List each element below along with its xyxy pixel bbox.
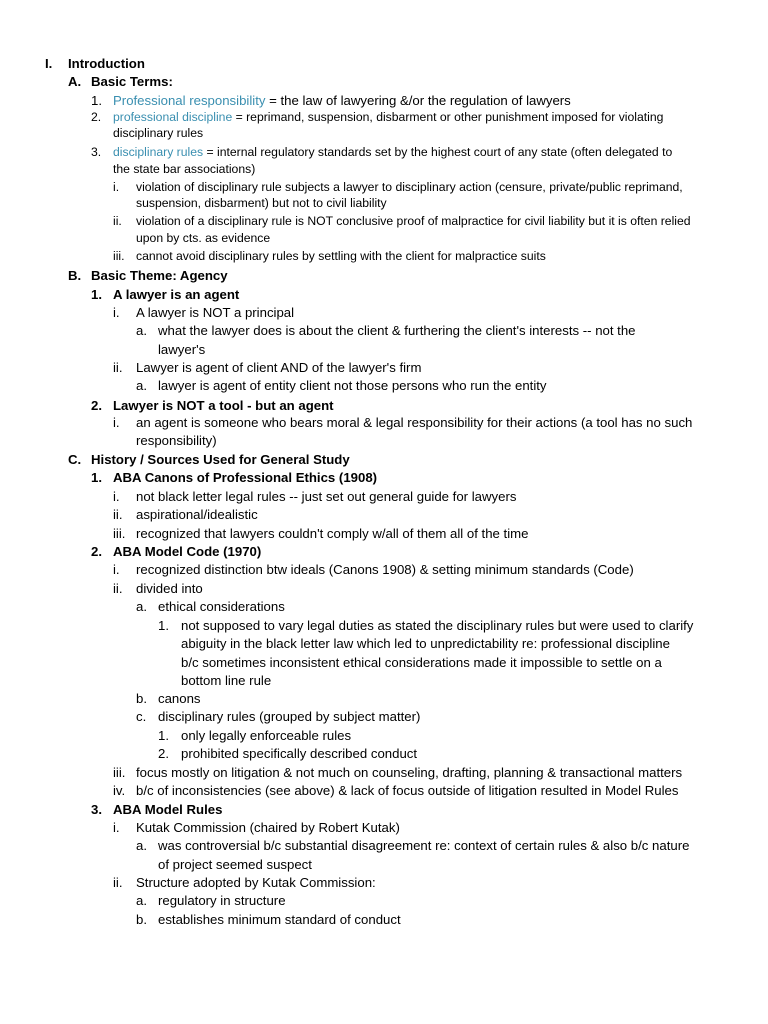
outline-body: b/c sometimes inconsistent ethical considerations made it impossible to settle on a	[181, 655, 662, 670]
outline-body: what the lawyer does is about the client & furthering the client's interests -- not the	[158, 323, 636, 338]
definition-text	[113, 110, 663, 125]
outline-marker: iv.	[113, 783, 126, 798]
outline-body: = internal regulatory standards set by the highest court of any state (often delegated to	[203, 145, 673, 159]
outline-marker: 2.	[91, 544, 102, 559]
outline-marker: ii.	[113, 507, 123, 522]
outline-text	[113, 126, 203, 141]
outline-marker: ii.	[113, 581, 123, 596]
outline-marker: b.	[136, 912, 147, 927]
outline-text	[158, 598, 285, 615]
outline-text	[136, 414, 692, 431]
outline-body: Structure adopted by Kutak Commission:	[136, 875, 376, 890]
outline-marker: 3.	[91, 145, 102, 159]
outline-marker: 1.	[91, 470, 102, 485]
outline-marker: 1.	[91, 93, 102, 108]
outline-text	[113, 469, 377, 486]
outline-text	[136, 525, 528, 542]
outline-text	[136, 231, 270, 246]
outline-text	[181, 635, 670, 652]
outline-body: aspirational/idealistic	[136, 507, 258, 522]
outline-body: violation of disciplinary rule subjects a lawyer to disciplinary action (censure, private/public reprimand,	[136, 180, 683, 194]
outline-marker: i.	[113, 820, 120, 835]
outline-body: cannot avoid disciplinary rules by settling with the client for malpractice suits	[136, 249, 546, 263]
outline-body: suspension, disbarment) but not to civil liability	[136, 196, 387, 210]
outline-marker: iii.	[113, 765, 126, 780]
outline-text	[158, 377, 547, 394]
outline-text	[136, 249, 546, 264]
outline-body: Basic Terms:	[91, 74, 173, 89]
outline-body: was controversial b/c substantial disagreement re: context of certain rules & also b/c nature	[158, 838, 690, 853]
outline-marker: 2.	[91, 110, 102, 124]
outline-body: lawyer is agent of entity client not those persons who run the entity	[158, 378, 547, 393]
outline-text	[113, 801, 222, 818]
outline-text	[181, 727, 351, 744]
outline-body: Kutak Commission (chaired by Robert Kutak)	[136, 820, 400, 835]
outline-body: recognized that lawyers couldn't comply w/all of them all of the time	[136, 526, 529, 541]
outline-body: recognized distinction btw ideals (Canons 1908) & setting minimum standards (Code)	[136, 562, 634, 577]
outline-text	[113, 286, 239, 303]
outline-body: not supposed to vary legal duties as stated the disciplinary rules but were used to clarify	[181, 618, 694, 633]
outline-text	[181, 617, 693, 634]
outline-body: establishes minimum standard of conduct	[158, 912, 401, 927]
outline-marker: a.	[136, 378, 147, 393]
outline-marker: iii.	[113, 526, 126, 541]
outline-body: responsibility)	[136, 433, 217, 448]
outline-text	[136, 432, 217, 449]
outline-body: the state bar associations)	[113, 162, 256, 176]
outline-text	[181, 745, 417, 762]
outline-body: b/c of inconsistencies (see above) & lack of focus outside of litigation resulted in Model Rules	[136, 783, 679, 798]
outline-marker: a.	[136, 599, 147, 614]
outline-body: A lawyer is an agent	[113, 287, 240, 302]
outline-text	[158, 856, 312, 873]
outline-text	[181, 654, 662, 671]
outline-marker: 1.	[158, 728, 169, 743]
outline-text	[136, 819, 400, 836]
outline-text	[136, 874, 376, 891]
outline-text	[158, 837, 689, 854]
outline-text	[136, 196, 387, 211]
outline-marker: a.	[136, 893, 147, 908]
outline-text	[158, 708, 420, 725]
outline-marker: i.	[113, 415, 120, 430]
outline-body: canons	[158, 691, 201, 706]
outline-body: Lawyer is agent of client AND of the lawyer's firm	[136, 360, 422, 375]
definition-text	[113, 92, 571, 109]
outline-text	[158, 690, 201, 707]
outline-body: = the law of lawyering &/or the regulation of lawyers	[265, 93, 571, 108]
outline-marker: i.	[113, 180, 120, 194]
definition-text	[113, 145, 672, 160]
outline-body: bottom line rule	[181, 673, 272, 688]
outline-text	[158, 322, 636, 339]
outline-body: focus mostly on litigation & not much on counseling, drafting, planning & transactional matters	[136, 765, 683, 780]
outline-marker: c.	[136, 709, 147, 724]
outline-body: ABA Canons of Professional Ethics (1908)	[113, 470, 378, 485]
outline-text	[91, 267, 228, 284]
outline-body: violation of a disciplinary rule is NOT conclusive proof of malpractice for civil liability but it is often relied	[136, 214, 691, 228]
outline-text	[136, 580, 203, 597]
outline-text	[136, 488, 516, 505]
outline-marker: I.	[45, 56, 53, 71]
outline-marker: a.	[136, 323, 147, 338]
outline-text	[68, 55, 145, 72]
key-term: Professional responsibility	[113, 93, 266, 108]
key-term: disciplinary rules	[113, 145, 204, 159]
outline-text	[136, 359, 421, 376]
outline-body: ABA Model Rules	[113, 802, 223, 817]
outline-text	[136, 506, 258, 523]
outline-text	[113, 543, 261, 560]
outline-text	[136, 764, 682, 781]
outline-marker: i.	[113, 489, 120, 504]
outline-body: regulatory in structure	[158, 893, 286, 908]
outline-marker: a.	[136, 838, 147, 853]
outline-text	[136, 304, 294, 321]
outline-body: Introduction	[68, 56, 145, 71]
outline-marker: iii.	[113, 249, 125, 263]
outline-body: Lawyer is NOT a tool - but an agent	[113, 398, 334, 413]
outline-text	[158, 341, 205, 358]
outline-text	[113, 162, 255, 177]
outline-text	[136, 214, 691, 229]
outline-text	[181, 672, 271, 689]
outline-marker: i.	[113, 562, 120, 577]
outline-text	[91, 73, 173, 90]
outline-body: abiguity in the black letter law which led to unpredictability re: professional discipline	[181, 636, 670, 651]
outline-body: prohibited specifically described conduct	[181, 746, 418, 761]
outline-marker: i.	[113, 305, 120, 320]
outline-text	[113, 397, 334, 414]
outline-body: of project seemed suspect	[158, 857, 312, 872]
outline-body: ethical considerations	[158, 599, 285, 614]
outline-body: divided into	[136, 581, 203, 596]
outline-body: Basic Theme: Agency	[91, 268, 228, 283]
outline-body: an agent is someone who bears moral & legal responsibility for their actions (a tool has no such	[136, 415, 693, 430]
outline-marker: 1.	[158, 618, 169, 633]
outline-body: not black letter legal rules -- just set out general guide for lawyers	[136, 489, 517, 504]
outline-body: only legally enforceable rules	[181, 728, 352, 743]
outline-marker: b.	[136, 691, 147, 706]
outline-marker: 2.	[158, 746, 169, 761]
outline-marker: ii.	[113, 214, 122, 228]
outline-marker: 3.	[91, 802, 102, 817]
outline-text	[158, 911, 401, 928]
outline-text	[136, 561, 634, 578]
outline-text	[136, 782, 678, 799]
outline-marker: ii.	[113, 875, 123, 890]
outline-body: lawyer's	[158, 342, 206, 357]
outline-marker: ii.	[113, 360, 123, 375]
outline-body: = reprimand, suspension, disbarment or other punishment imposed for violating	[232, 110, 664, 124]
outline-marker: B.	[68, 268, 82, 283]
outline-body: A lawyer is NOT a principal	[136, 305, 295, 320]
outline-marker: 2.	[91, 398, 102, 413]
key-term: professional discipline	[113, 110, 233, 124]
outline-text	[91, 451, 350, 468]
outline-body: disciplinary rules (grouped by subject matter)	[158, 709, 421, 724]
outline-marker: C.	[68, 452, 82, 467]
outline-body: upon by cts. as evidence	[136, 231, 271, 245]
outline-marker: 1.	[91, 287, 102, 302]
outline-body: disciplinary rules	[113, 126, 204, 140]
outline-marker: A.	[68, 74, 82, 89]
outline-body: History / Sources Used for General Study	[91, 452, 350, 467]
outline-text	[158, 892, 286, 909]
outline-body: ABA Model Code (1970)	[113, 544, 262, 559]
outline-text	[136, 180, 683, 195]
